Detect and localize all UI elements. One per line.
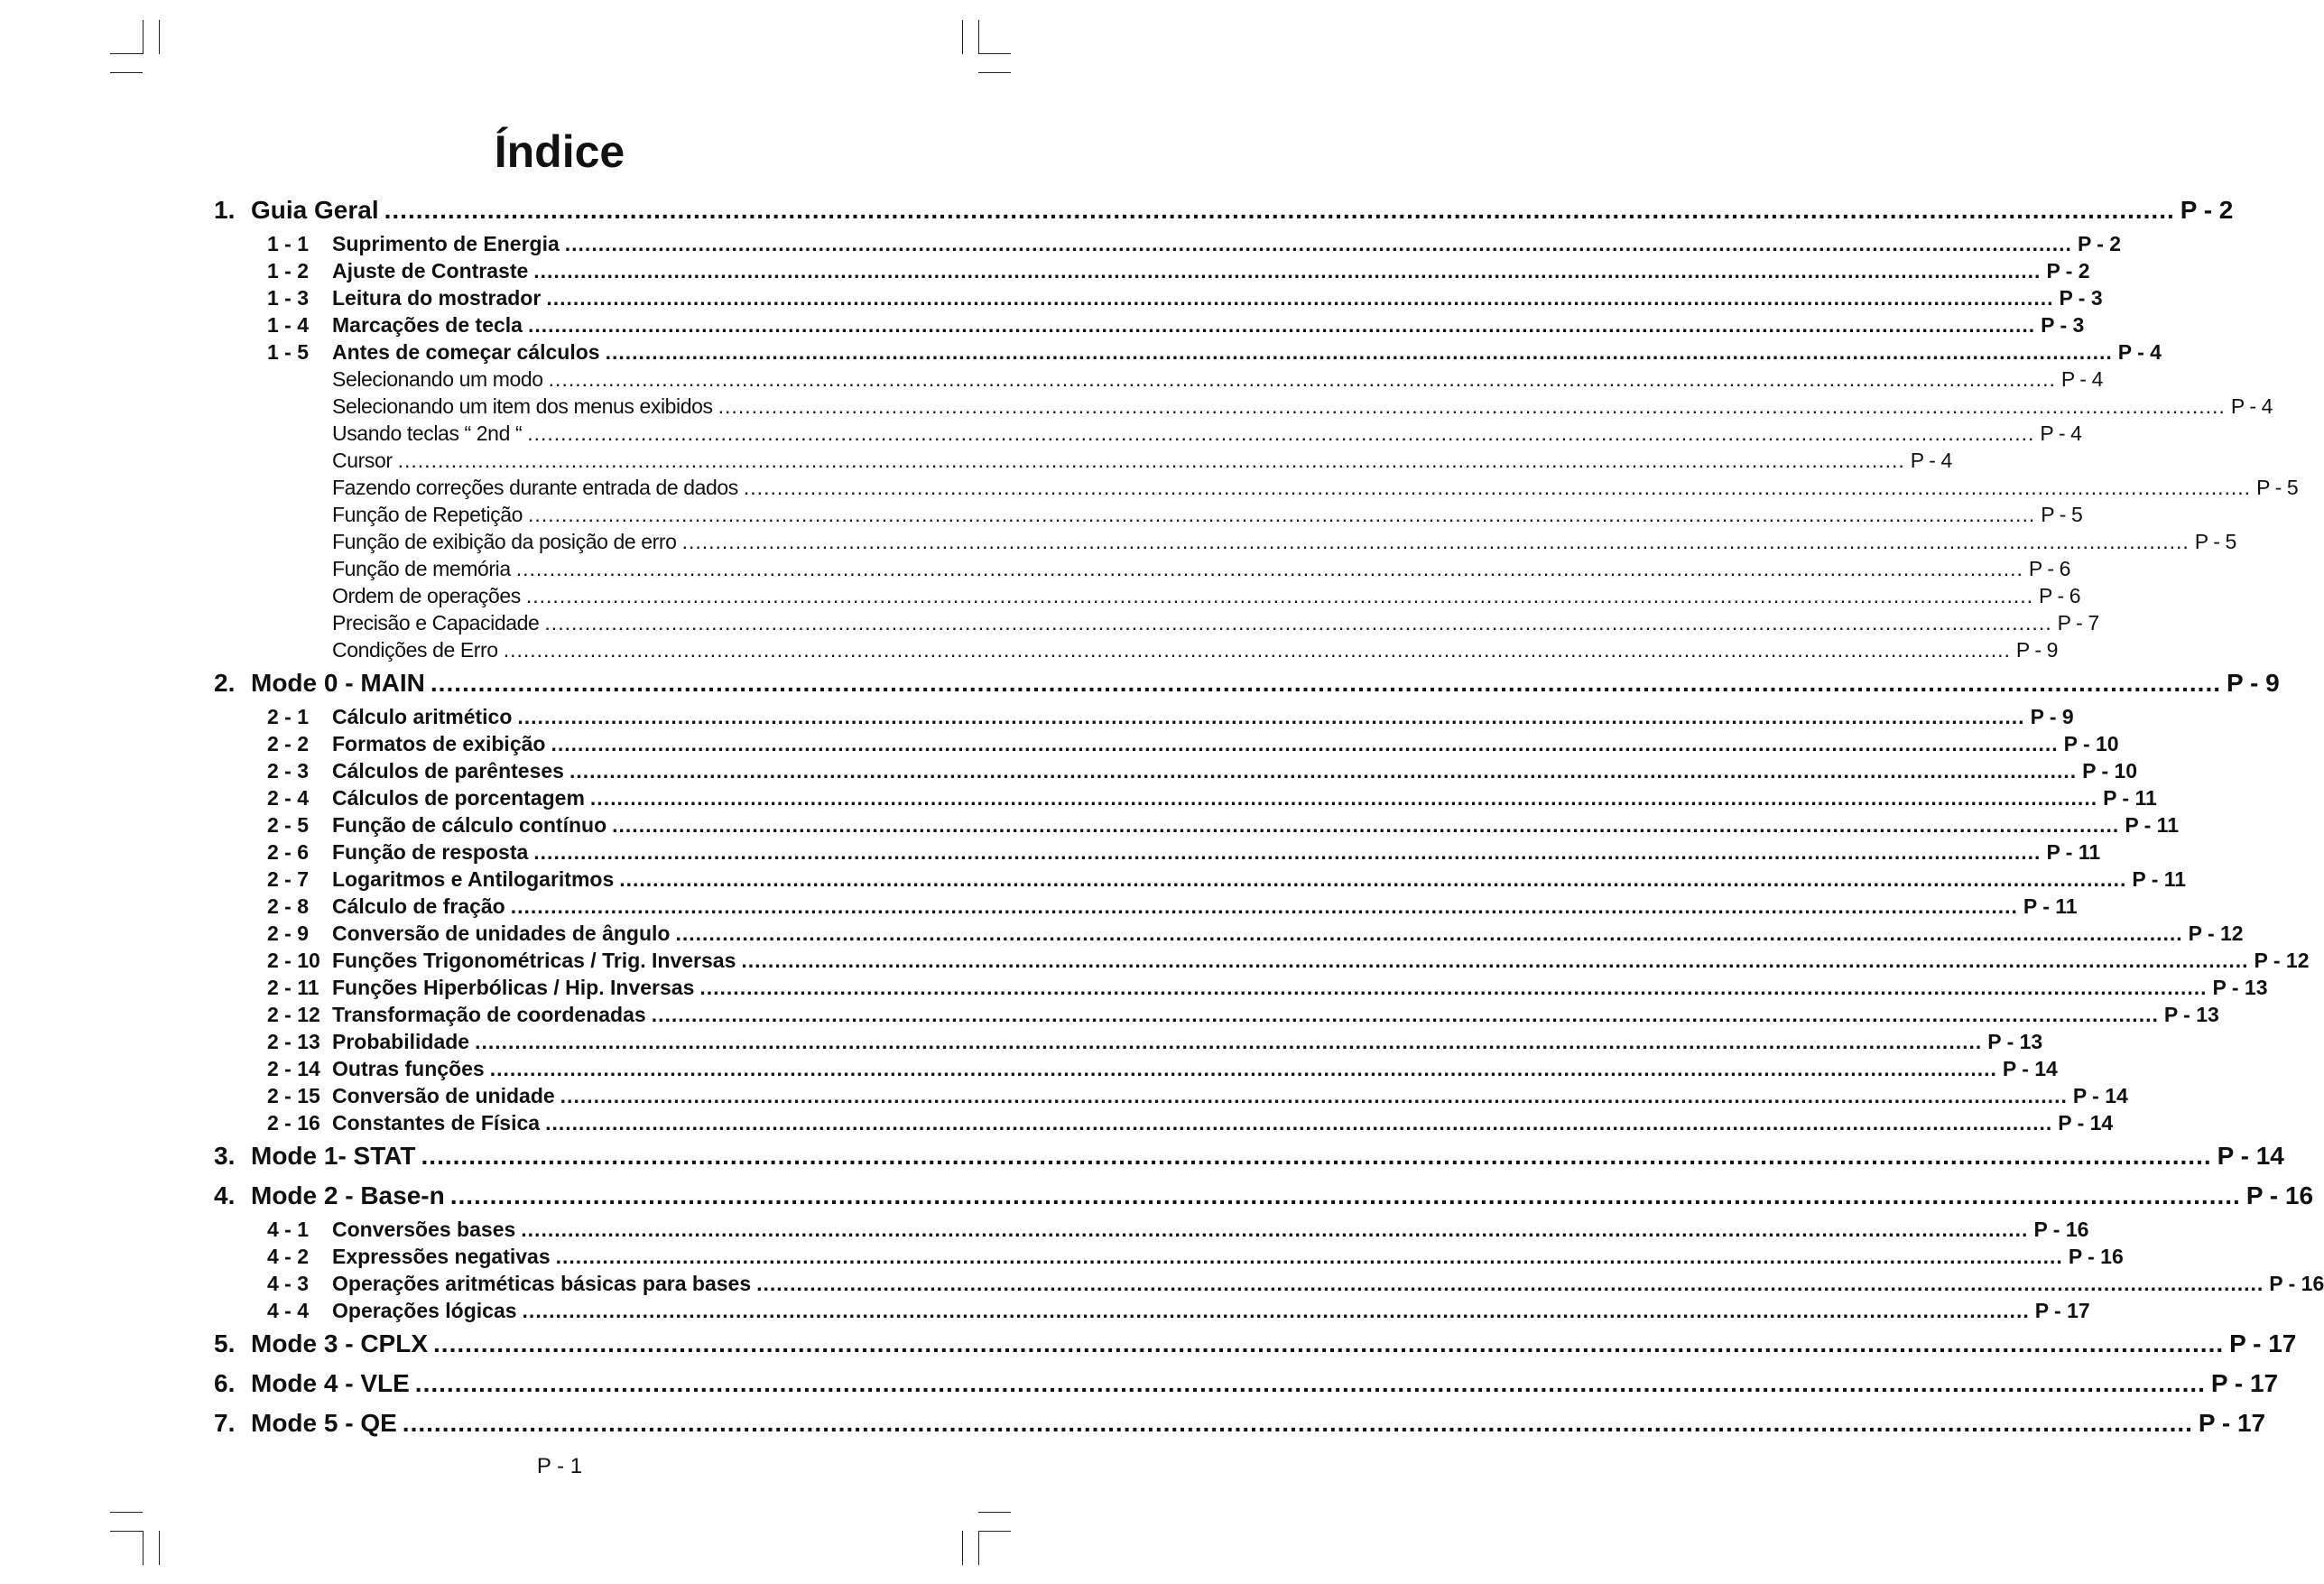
dot-leader <box>450 1176 2241 1216</box>
toc-subsection[interactable] <box>214 703 2074 730</box>
subsection-title: Operações aritméticas básicas para bases <box>332 1272 752 1295</box>
crop-mark <box>978 1531 979 1565</box>
dot-leader <box>619 866 2126 893</box>
page-ref: P - 9 <box>2227 669 2280 697</box>
subsection-number: 2 - 8 <box>267 894 310 918</box>
crop-mark <box>978 1512 1011 1513</box>
crop-mark <box>110 53 143 54</box>
subsection-title: Logaritmos e Antilogaritmos <box>332 867 615 891</box>
toc-subsection[interactable] <box>214 757 2138 784</box>
subsection-title: Funções Trigonométricas / Trig. Inversas <box>332 949 736 972</box>
section-number: 3. <box>214 1142 236 1170</box>
dot-leader <box>398 447 1905 474</box>
dot-leader <box>551 730 2058 757</box>
page-ref: P - 5 <box>2041 503 2083 526</box>
subsection-number: 4 - 1 <box>267 1218 310 1241</box>
page-ref: P - 6 <box>2039 584 2081 607</box>
page-title: Índice <box>494 126 625 177</box>
dot-leader <box>528 501 2035 528</box>
subsection-title: Suprimento de Energia <box>332 232 560 255</box>
subsection-number: 1 - 4 <box>267 313 310 337</box>
dot-leader <box>490 1055 1997 1082</box>
subsection-number: 1 - 5 <box>267 340 310 364</box>
item-title: Usando teclas “ 2nd “ <box>332 421 523 445</box>
toc-section[interactable] <box>214 1136 2284 1176</box>
crop-mark <box>978 72 1011 73</box>
toc-item[interactable] <box>214 447 1952 474</box>
page-ref: P - 11 <box>2132 867 2187 891</box>
toc-subsection[interactable] <box>214 784 2157 811</box>
subsection-title: Cálculos de porcentagem <box>332 786 585 810</box>
subsection-title: Ajuste de Contraste <box>332 259 529 283</box>
crop-mark <box>978 53 1011 54</box>
dot-leader <box>606 338 2113 366</box>
toc-subsection[interactable] <box>214 338 2162 366</box>
dot-leader <box>569 757 2077 784</box>
toc-subsection[interactable] <box>214 1028 2043 1055</box>
subsection-number: 2 - 11 <box>267 976 319 999</box>
page-number: P - 1 <box>536 1454 583 1478</box>
section-title: Mode 3 - CPLX <box>251 1329 429 1357</box>
page-ref: P - 12 <box>2254 949 2310 972</box>
page-ref: P - 16 <box>2068 1245 2124 1268</box>
page-ref: P - 14 <box>2058 1111 2114 1135</box>
section-title: Mode 2 - Base-n <box>251 1181 445 1209</box>
toc-section[interactable] <box>214 1176 2314 1216</box>
toc-subsection[interactable] <box>214 1270 2324 1297</box>
section-title: Mode 1- STAT <box>251 1142 416 1170</box>
item-title: Função de memória <box>332 557 511 580</box>
page-ref: P - 14 <box>2217 1142 2284 1170</box>
toc-subsection[interactable] <box>214 974 2268 1001</box>
subsection-number: 2 - 14 <box>267 1057 320 1080</box>
toc-subsection[interactable] <box>214 1243 2124 1270</box>
page-ref: P - 11 <box>2046 840 2101 864</box>
page-ref: P - 11 <box>2023 894 2078 918</box>
crop-mark <box>110 72 143 73</box>
page-ref: P - 4 <box>2060 367 2104 391</box>
toc-subsection[interactable] <box>214 311 2085 338</box>
subsection-number: 2 - 2 <box>267 732 310 755</box>
section-number: 2. <box>214 669 236 697</box>
dot-leader <box>590 784 2097 811</box>
dot-leader <box>546 284 2053 311</box>
toc-section[interactable] <box>214 1324 2297 1364</box>
subsection-title: Cálculo aritmético <box>332 705 513 728</box>
page-ref: P - 14 <box>2072 1084 2128 1107</box>
page-ref: P - 13 <box>1987 1030 2043 1053</box>
page-ref: P - 2 <box>2046 259 2090 283</box>
item-title: Precisão e Capacidade <box>332 611 540 635</box>
page-ref: P - 13 <box>2212 976 2268 999</box>
toc-subsection[interactable] <box>214 893 2078 920</box>
dot-leader <box>421 1136 2212 1176</box>
section-number: 7. <box>214 1409 236 1437</box>
page-ref: P - 2 <box>2077 232 2122 255</box>
page-ref: P - 4 <box>2040 421 2082 445</box>
dot-leader <box>527 420 2034 447</box>
dot-leader <box>560 1082 2068 1109</box>
subsection-number: 2 - 16 <box>267 1111 320 1135</box>
toc-subsection[interactable] <box>214 947 2310 974</box>
page-ref: P - 6 <box>2028 557 2071 580</box>
section-title: Mode 4 - VLE <box>251 1369 410 1397</box>
dot-leader <box>475 1028 1982 1055</box>
page-ref: P - 16 <box>2033 1218 2089 1241</box>
subsection-title: Conversão de unidades de ângulo <box>332 922 671 945</box>
toc-subsection[interactable] <box>214 838 2101 866</box>
subsection-title: Função de cálculo contínuo <box>332 813 607 837</box>
subsection-title: Conversões bases <box>332 1218 516 1241</box>
dot-leader <box>533 838 2041 866</box>
subsection-number: 1 - 2 <box>267 259 310 283</box>
page-ref: P - 16 <box>2269 1272 2324 1295</box>
toc-item[interactable] <box>214 636 2059 663</box>
subsection-number: 2 - 5 <box>267 813 310 837</box>
toc-item[interactable] <box>214 501 2083 528</box>
toc-subsection[interactable] <box>214 1082 2128 1109</box>
subsection-title: Funções Hiperbólicas / Hip. Inversas <box>332 976 695 999</box>
toc-item[interactable] <box>214 420 2082 447</box>
toc-subsection[interactable] <box>214 730 2119 757</box>
dot-leader <box>526 582 2033 609</box>
dot-leader <box>549 366 2056 393</box>
subsection-title: Antes de começar cálculos <box>332 340 600 364</box>
page-ref: P - 10 <box>2082 759 2138 783</box>
page-ref: P - 9 <box>2015 638 2059 662</box>
crop-mark <box>143 1531 144 1565</box>
table-of-contents <box>214 190 2324 1443</box>
item-title: Ordem de operações <box>332 584 521 607</box>
dot-leader <box>415 1364 2206 1403</box>
dot-leader <box>699 974 2207 1001</box>
subsection-number: 2 - 7 <box>267 867 310 891</box>
crop-mark <box>978 1531 1011 1532</box>
page-ref: P - 4 <box>2230 394 2273 418</box>
page-ref: P - 12 <box>2188 922 2244 945</box>
subsection-title: Probabilidade <box>332 1030 470 1053</box>
toc-subsection[interactable] <box>214 1055 2058 1082</box>
dot-leader <box>741 947 2248 974</box>
subsection-number: 4 - 3 <box>267 1272 310 1295</box>
page-ref: P - 3 <box>2059 286 2103 310</box>
page-ref: P - 16 <box>2245 1181 2314 1209</box>
subsection-number: 2 - 13 <box>267 1030 320 1053</box>
dot-leader <box>544 609 2051 636</box>
dot-leader <box>652 1001 2159 1028</box>
crop-mark <box>978 20 979 54</box>
crop-mark <box>110 1512 143 1513</box>
dot-leader <box>718 393 2226 420</box>
page-ref: P - 3 <box>2041 313 2085 337</box>
toc-item[interactable] <box>214 528 2236 555</box>
subsection-title: Conversão de unidade <box>332 1084 555 1107</box>
subsection-number: 2 - 6 <box>267 840 310 864</box>
crop-mark <box>159 20 160 54</box>
toc-subsection[interactable] <box>214 1297 2090 1324</box>
section-title: Guia Geral <box>251 196 379 224</box>
dot-leader <box>504 636 2011 663</box>
toc-subsection[interactable] <box>214 230 2122 257</box>
item-title: Cursor <box>332 449 393 472</box>
subsection-number: 2 - 1 <box>267 705 310 728</box>
subsection-number: 1 - 1 <box>267 232 310 255</box>
subsection-number: 1 - 3 <box>267 286 310 310</box>
section-title: Mode 5 - QE <box>251 1409 397 1437</box>
subsection-title: Leitura do mostrador <box>332 286 542 310</box>
dot-leader <box>565 230 2072 257</box>
page-ref: P - 9 <box>2030 705 2074 728</box>
toc-subsection[interactable] <box>214 1109 2114 1136</box>
crop-mark <box>143 20 144 54</box>
subsection-number: 2 - 3 <box>267 759 310 783</box>
page-ref: P - 17 <box>2229 1329 2297 1357</box>
item-title: Função de exibição da posição de erro <box>332 530 677 553</box>
dot-leader <box>556 1243 2063 1270</box>
dot-leader <box>533 257 2041 284</box>
page-ref: P - 5 <box>2256 476 2299 499</box>
subsection-title: Função de resposta <box>332 840 529 864</box>
dot-leader <box>756 1270 2264 1297</box>
subsection-title: Constantes de Física <box>332 1111 541 1135</box>
dot-leader <box>675 920 2182 947</box>
item-title: Fazendo correções durante entrada de dados <box>332 476 738 499</box>
subsection-number: 4 - 4 <box>267 1299 310 1322</box>
subsection-title: Marcações de tecla <box>332 313 523 337</box>
page-ref: P - 14 <box>2002 1057 2058 1080</box>
section-title: Mode 0 - MAIN <box>251 669 425 697</box>
subsection-title: Transformação de coordenadas <box>332 1003 646 1026</box>
subsection-title: Operações lógicas <box>332 1299 517 1322</box>
toc-section[interactable] <box>214 1403 2266 1443</box>
page-ref: P - 4 <box>1910 449 1952 472</box>
toc-item[interactable] <box>214 609 2099 636</box>
subsection-title: Cálculos de parênteses <box>332 759 564 783</box>
dot-leader <box>521 1216 2028 1243</box>
dot-leader <box>528 311 2035 338</box>
dot-leader <box>523 1297 2030 1324</box>
item-title: Selecionando um item dos menus exibidos <box>332 394 713 418</box>
page-ref: P - 17 <box>2210 1369 2279 1397</box>
section-number: 6. <box>214 1369 236 1397</box>
crop-mark <box>962 1531 963 1565</box>
dot-leader <box>511 893 2018 920</box>
dot-leader <box>433 1324 2224 1364</box>
toc-section[interactable] <box>214 663 2280 703</box>
toc-item[interactable] <box>214 393 2273 420</box>
subsection-number: 2 - 10 <box>267 949 320 972</box>
dot-leader <box>517 703 2024 730</box>
toc-subsection[interactable] <box>214 1001 2219 1028</box>
page-ref: P - 13 <box>2163 1003 2219 1026</box>
page-ref: P - 10 <box>2063 732 2119 755</box>
subsection-title: Formatos de exibição <box>332 732 546 755</box>
page-ref: P - 11 <box>2125 813 2179 837</box>
section-number: 5. <box>214 1329 236 1357</box>
item-title: Função de Repetição <box>332 503 523 526</box>
subsection-title: Cálculo de fração <box>332 894 505 918</box>
section-number: 4. <box>214 1181 236 1209</box>
dot-leader <box>431 663 2221 703</box>
dot-leader <box>384 190 2175 230</box>
toc-subsection[interactable] <box>214 284 2103 311</box>
toc-subsection[interactable] <box>214 811 2179 838</box>
item-title: Selecionando um modo <box>332 367 543 391</box>
toc-subsection[interactable] <box>214 1216 2089 1243</box>
subsection-number: 2 - 12 <box>267 1003 320 1026</box>
toc-section[interactable] <box>214 1364 2279 1403</box>
page-ref: P - 17 <box>2198 1409 2266 1437</box>
dot-leader <box>682 528 2190 555</box>
toc-subsection[interactable] <box>214 866 2187 893</box>
page-ref: P - 5 <box>2194 530 2236 553</box>
page-ref: P - 4 <box>2117 340 2162 364</box>
toc-item[interactable] <box>214 474 2299 501</box>
page-ref: P - 11 <box>2103 786 2157 810</box>
toc-item[interactable] <box>214 555 2071 582</box>
page-ref: P - 17 <box>2034 1299 2090 1322</box>
item-title: Condições de Erro <box>332 638 498 662</box>
crop-mark <box>110 1531 143 1532</box>
section-number: 1. <box>214 196 236 224</box>
subsection-title: Expressões negativas <box>332 1245 551 1268</box>
dot-leader <box>516 555 2023 582</box>
toc-subsection[interactable] <box>214 920 2244 947</box>
dot-leader <box>403 1403 2193 1443</box>
subsection-number: 2 - 9 <box>267 922 310 945</box>
subsection-number: 2 - 4 <box>267 786 310 810</box>
subsection-number: 4 - 2 <box>267 1245 310 1268</box>
page-ref: P - 2 <box>2180 196 2234 224</box>
crop-mark <box>159 1531 160 1565</box>
toc-item[interactable] <box>214 582 2081 609</box>
toc-item[interactable] <box>214 366 2104 393</box>
crop-mark <box>962 20 963 54</box>
toc-subsection[interactable] <box>214 257 2090 284</box>
dot-leader <box>545 1109 2052 1136</box>
subsection-title: Outras funções <box>332 1057 485 1080</box>
dot-leader <box>612 811 2119 838</box>
toc-section[interactable] <box>214 190 2234 230</box>
page-ref: P - 7 <box>2057 611 2099 635</box>
subsection-number: 2 - 15 <box>267 1084 320 1107</box>
dot-leader <box>744 474 2251 501</box>
